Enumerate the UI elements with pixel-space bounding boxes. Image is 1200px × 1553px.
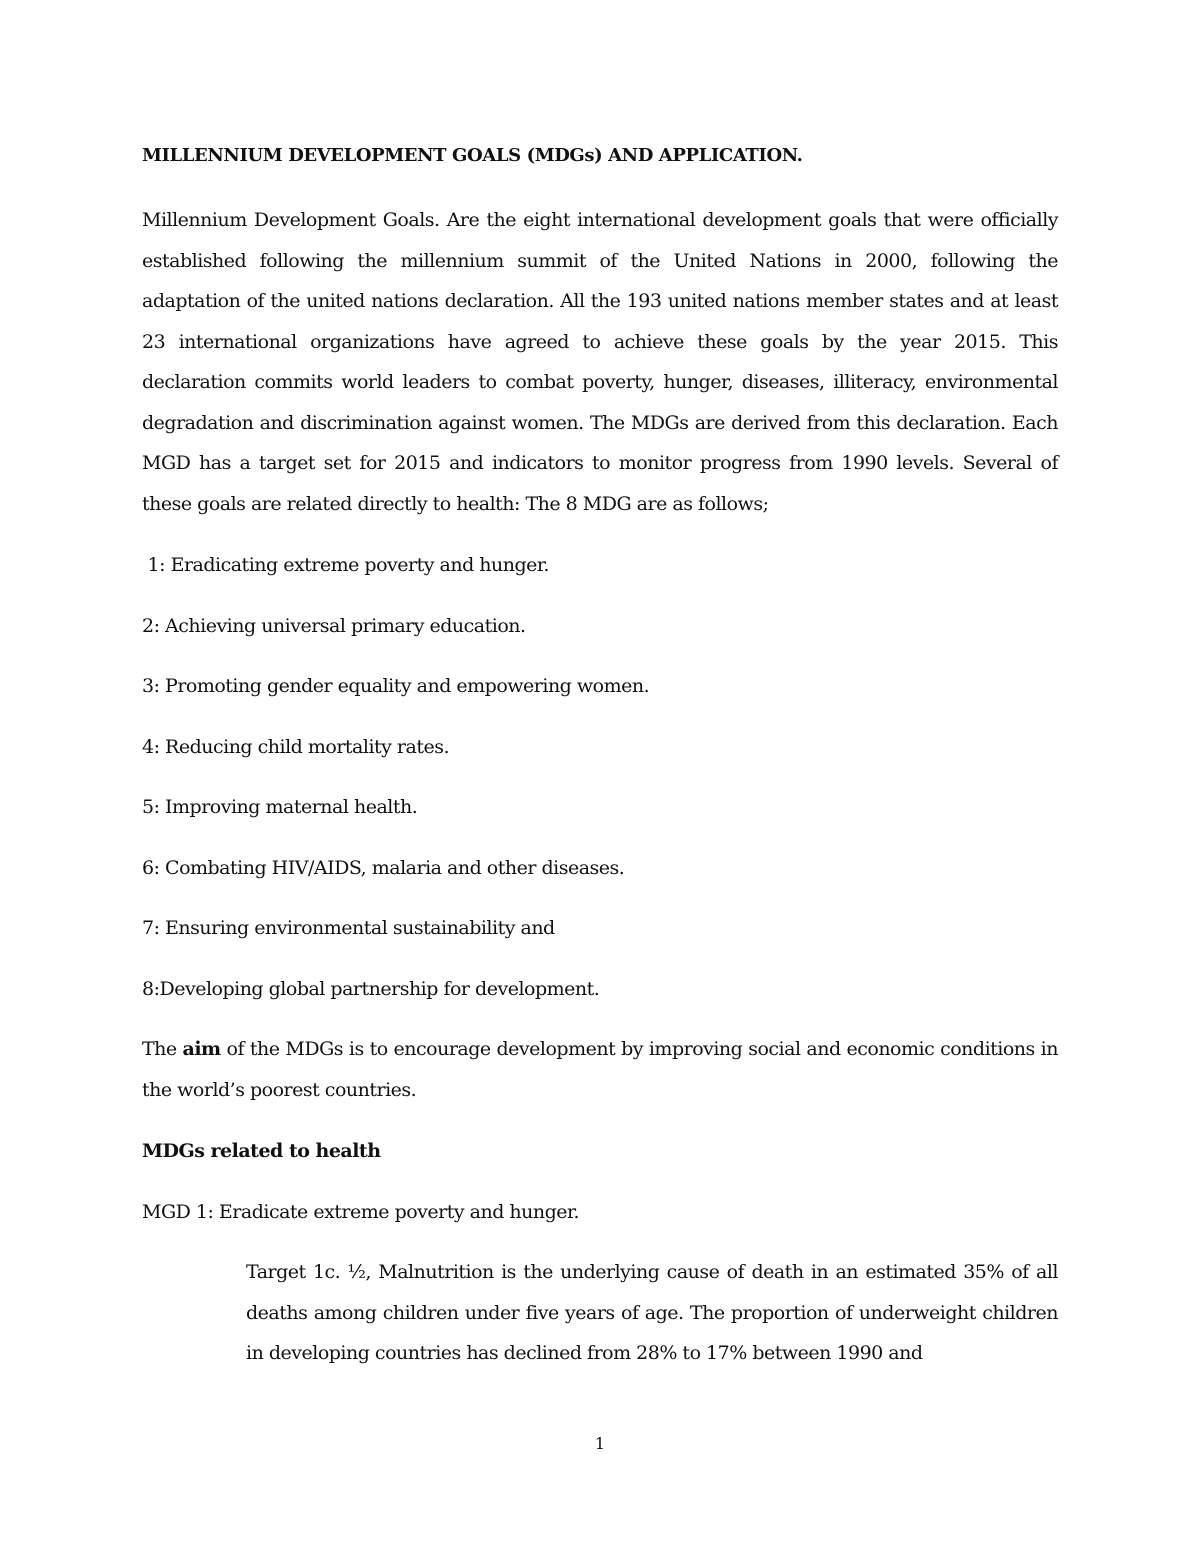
page-content	[142, 142, 1058, 1395]
goal-item-7: 7: Ensuring environmental sustainability and	[142, 917, 555, 939]
goal-item-1: 1: Eradicating extreme poverty and hunger.	[142, 554, 549, 576]
goal-item-4: 4: Reducing child mortality rates.	[142, 735, 450, 758]
page-number: 1	[594, 1434, 606, 1453]
aim-text-after: of the MDGs is to encourage development by improving social and economic conditions in the world’s poorest countries.	[142, 1038, 1058, 1101]
health-section-heading: MDGs related to health	[142, 1140, 381, 1162]
goal-item-2: 2: Achieving universal primary education.	[142, 614, 526, 637]
target-1c-paragraph: Target 1c. ½, Malnutrition is the underlying cause of death in an estimated 35% of all deaths among children under five years of age. The proportion of underweight children in developing countries has declined from 28% to 17% between 1990 and	[246, 1261, 1058, 1364]
goal-item-3: 3: Promoting gender equality and empowering women.	[142, 675, 650, 697]
goal-item-5: 5: Improving maternal health.	[142, 796, 418, 818]
aim-text-before: The	[142, 1038, 183, 1060]
aim-paragraph	[142, 1029, 1058, 1110]
mgd1-label: MGD 1: Eradicate extreme poverty and hunger.	[142, 1200, 580, 1223]
aim-bold-word: aim	[182, 1038, 221, 1060]
document-title: MILLENNIUM DEVELOPMENT GOALS (MDGs) AND APPLICATION.	[142, 145, 803, 166]
goal-item-8: 8:Developing global partnership for development.	[142, 977, 600, 1000]
goal-item-6: 6: Combating HIV/AIDS, malaria and other diseases.	[142, 856, 625, 879]
intro-paragraph: Millennium Development Goals. Are the eight international development goals that were officially established following the millennium summit of the United Nations in 2000, following the adaptation of the united nations declaration. All the 193 united nations member states and at least 23 international organizations have agreed to achieve these goals by the year 2015. This declaration commits world leaders to combat poverty, hunger, diseases, illiteracy, environmental degradation and discrimination against women. The MDGs are derived from this declaration. Each MGD has a target set for 2015 and indicators to monitor progress from 1990 levels. Several of these goals are related directly to health: The 8 MDG are as follows;	[142, 209, 1058, 515]
